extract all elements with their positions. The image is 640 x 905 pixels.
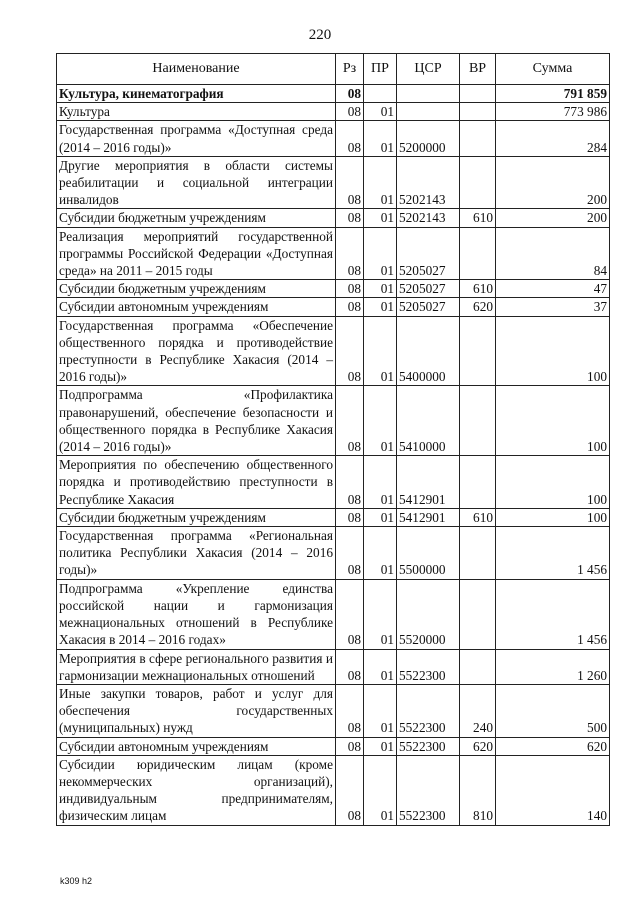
cell-csr: 5205027 xyxy=(397,227,460,280)
cell-sum: 1 456 xyxy=(496,527,610,580)
cell-csr: 5202143 xyxy=(397,156,460,209)
cell-name: Субсидии бюджетным учреждениям xyxy=(57,508,336,526)
cell-csr: 5522300 xyxy=(397,684,460,737)
cell-vr xyxy=(460,386,496,456)
cell-pr: 01 xyxy=(364,579,397,649)
cell-name: Государственная программа «Доступная среда (2014 – 2016 годы)» xyxy=(57,121,336,156)
cell-name: Государственная программа «Обеспечение общественного порядка и противодействие преступности в Республике Хакасия (2014 – 2016 годы)» xyxy=(57,316,336,386)
cell-name: Субсидии бюджетным учреждениям xyxy=(57,209,336,227)
cell-rz: 08 xyxy=(336,298,364,316)
table-header-row xyxy=(57,54,610,85)
cell-name: Мероприятия в сфере регионального развития и гармонизации межнациональных отношений xyxy=(57,649,336,684)
cell-sum: 84 xyxy=(496,227,610,280)
header-sum: Сумма xyxy=(496,54,610,85)
cell-csr xyxy=(397,103,460,121)
cell-csr: 5205027 xyxy=(397,298,460,316)
cell-sum: 284 xyxy=(496,121,610,156)
cell-sum: 100 xyxy=(496,386,610,456)
cell-rz: 08 xyxy=(336,456,364,509)
table-row xyxy=(57,684,610,737)
cell-vr: 620 xyxy=(460,298,496,316)
cell-rz: 08 xyxy=(336,280,364,298)
cell-vr xyxy=(460,649,496,684)
cell-vr xyxy=(460,579,496,649)
footer-code: k309 h2 xyxy=(60,876,93,886)
cell-rz: 08 xyxy=(336,386,364,456)
cell-sum: 47 xyxy=(496,280,610,298)
cell-name: Государственная программа «Региональная политика Республики Хакасия (2014 – 2016 годы)» xyxy=(57,527,336,580)
cell-vr: 610 xyxy=(460,280,496,298)
table-row xyxy=(57,85,610,103)
cell-csr: 5202143 xyxy=(397,209,460,227)
cell-vr xyxy=(460,85,496,103)
cell-csr: 5522300 xyxy=(397,649,460,684)
cell-rz: 08 xyxy=(336,684,364,737)
cell-csr xyxy=(397,85,460,103)
cell-rz: 08 xyxy=(336,103,364,121)
cell-pr: 01 xyxy=(364,737,397,755)
table-row xyxy=(57,121,610,156)
table-row xyxy=(57,386,610,456)
table-row xyxy=(57,649,610,684)
cell-rz: 08 xyxy=(336,316,364,386)
table-row xyxy=(57,316,610,386)
cell-vr: 610 xyxy=(460,508,496,526)
cell-csr: 5400000 xyxy=(397,316,460,386)
budget-table xyxy=(56,53,610,826)
cell-vr: 810 xyxy=(460,755,496,825)
cell-name: Иные закупки товаров, работ и услуг для обеспечения государственных (муниципальных) нужд xyxy=(57,684,336,737)
table-row xyxy=(57,298,610,316)
cell-pr: 01 xyxy=(364,121,397,156)
cell-pr: 01 xyxy=(364,227,397,280)
cell-csr: 5205027 xyxy=(397,280,460,298)
table-row xyxy=(57,508,610,526)
cell-csr: 5410000 xyxy=(397,386,460,456)
cell-csr: 5500000 xyxy=(397,527,460,580)
cell-name: Субсидии автономным учреждениям xyxy=(57,298,336,316)
cell-rz: 08 xyxy=(336,755,364,825)
table-row xyxy=(57,227,610,280)
cell-rz: 08 xyxy=(336,121,364,156)
header-rz: Рз xyxy=(336,54,364,85)
cell-pr: 01 xyxy=(364,649,397,684)
cell-csr: 5522300 xyxy=(397,755,460,825)
table-row xyxy=(57,209,610,227)
cell-sum: 100 xyxy=(496,456,610,509)
cell-pr: 01 xyxy=(364,456,397,509)
cell-name: Культура, кинематография xyxy=(57,85,336,103)
cell-name: Субсидии юридическим лицам (кроме некоммерческих организаций), индивидуальным предпринимателям, физическим лицам xyxy=(57,755,336,825)
cell-name: Реализация мероприятий государственной программы Российской Федерации «Доступная среда» на 2011 – 2015 годы xyxy=(57,227,336,280)
page-number: 220 xyxy=(308,27,332,43)
cell-pr: 01 xyxy=(364,386,397,456)
cell-name: Подпрограмма «Укрепление единства российской нации и гармонизация межнациональных отношений в Республике Хакасия в 2014 – 2016 годах» xyxy=(57,579,336,649)
cell-vr xyxy=(460,227,496,280)
cell-vr: 620 xyxy=(460,737,496,755)
header-csr: ЦСР xyxy=(397,54,460,85)
cell-csr: 5522300 xyxy=(397,737,460,755)
cell-sum: 100 xyxy=(496,316,610,386)
cell-csr: 5200000 xyxy=(397,121,460,156)
cell-rz: 08 xyxy=(336,85,364,103)
cell-pr: 01 xyxy=(364,103,397,121)
cell-rz: 08 xyxy=(336,737,364,755)
cell-pr: 01 xyxy=(364,755,397,825)
cell-name: Мероприятия по обеспечению общественного порядка и противодействию преступности в Республике Хакасия xyxy=(57,456,336,509)
cell-rz: 08 xyxy=(336,227,364,280)
cell-rz: 08 xyxy=(336,649,364,684)
cell-pr: 01 xyxy=(364,209,397,227)
cell-rz: 08 xyxy=(336,156,364,209)
cell-sum: 140 xyxy=(496,755,610,825)
table-row xyxy=(57,156,610,209)
table-row xyxy=(57,579,610,649)
cell-vr xyxy=(460,456,496,509)
cell-sum: 620 xyxy=(496,737,610,755)
header-name: Наименование xyxy=(57,54,336,85)
cell-pr: 01 xyxy=(364,508,397,526)
cell-rz: 08 xyxy=(336,508,364,526)
table-row xyxy=(57,103,610,121)
cell-vr: 610 xyxy=(460,209,496,227)
header-pr: ПР xyxy=(364,54,397,85)
cell-csr: 5412901 xyxy=(397,456,460,509)
cell-sum: 773 986 xyxy=(496,103,610,121)
cell-csr: 5520000 xyxy=(397,579,460,649)
cell-name: Культура xyxy=(57,103,336,121)
cell-sum: 100 xyxy=(496,508,610,526)
cell-csr: 5412901 xyxy=(397,508,460,526)
cell-name: Субсидии бюджетным учреждениям xyxy=(57,280,336,298)
table-row xyxy=(57,280,610,298)
cell-sum: 200 xyxy=(496,209,610,227)
table-row xyxy=(57,737,610,755)
cell-rz: 08 xyxy=(336,209,364,227)
cell-pr: 01 xyxy=(364,527,397,580)
table-row xyxy=(57,456,610,509)
cell-name: Субсидии автономным учреждениям xyxy=(57,737,336,755)
cell-vr xyxy=(460,156,496,209)
cell-sum: 37 xyxy=(496,298,610,316)
cell-pr: 01 xyxy=(364,156,397,209)
cell-vr xyxy=(460,121,496,156)
cell-sum: 500 xyxy=(496,684,610,737)
cell-pr: 01 xyxy=(364,280,397,298)
header-vr: ВР xyxy=(460,54,496,85)
cell-rz: 08 xyxy=(336,527,364,580)
cell-sum: 1 260 xyxy=(496,649,610,684)
cell-pr: 01 xyxy=(364,316,397,386)
cell-vr: 240 xyxy=(460,684,496,737)
cell-rz: 08 xyxy=(336,579,364,649)
cell-sum: 1 456 xyxy=(496,579,610,649)
cell-name: Другие мероприятия в области системы реабилитации и социальной интеграции инвалидов xyxy=(57,156,336,209)
cell-pr xyxy=(364,85,397,103)
cell-sum: 200 xyxy=(496,156,610,209)
cell-vr xyxy=(460,103,496,121)
cell-name: Подпрограмма «Профилактика правонарушений, обеспечение безопасности и общественного порядка в Республике Хакасия (2014 – 2016 годы)» xyxy=(57,386,336,456)
cell-vr xyxy=(460,316,496,386)
cell-vr xyxy=(460,527,496,580)
cell-pr: 01 xyxy=(364,684,397,737)
table-row xyxy=(57,755,610,825)
table-body xyxy=(57,85,610,826)
cell-sum: 791 859 xyxy=(496,85,610,103)
table-row xyxy=(57,527,610,580)
cell-pr: 01 xyxy=(364,298,397,316)
